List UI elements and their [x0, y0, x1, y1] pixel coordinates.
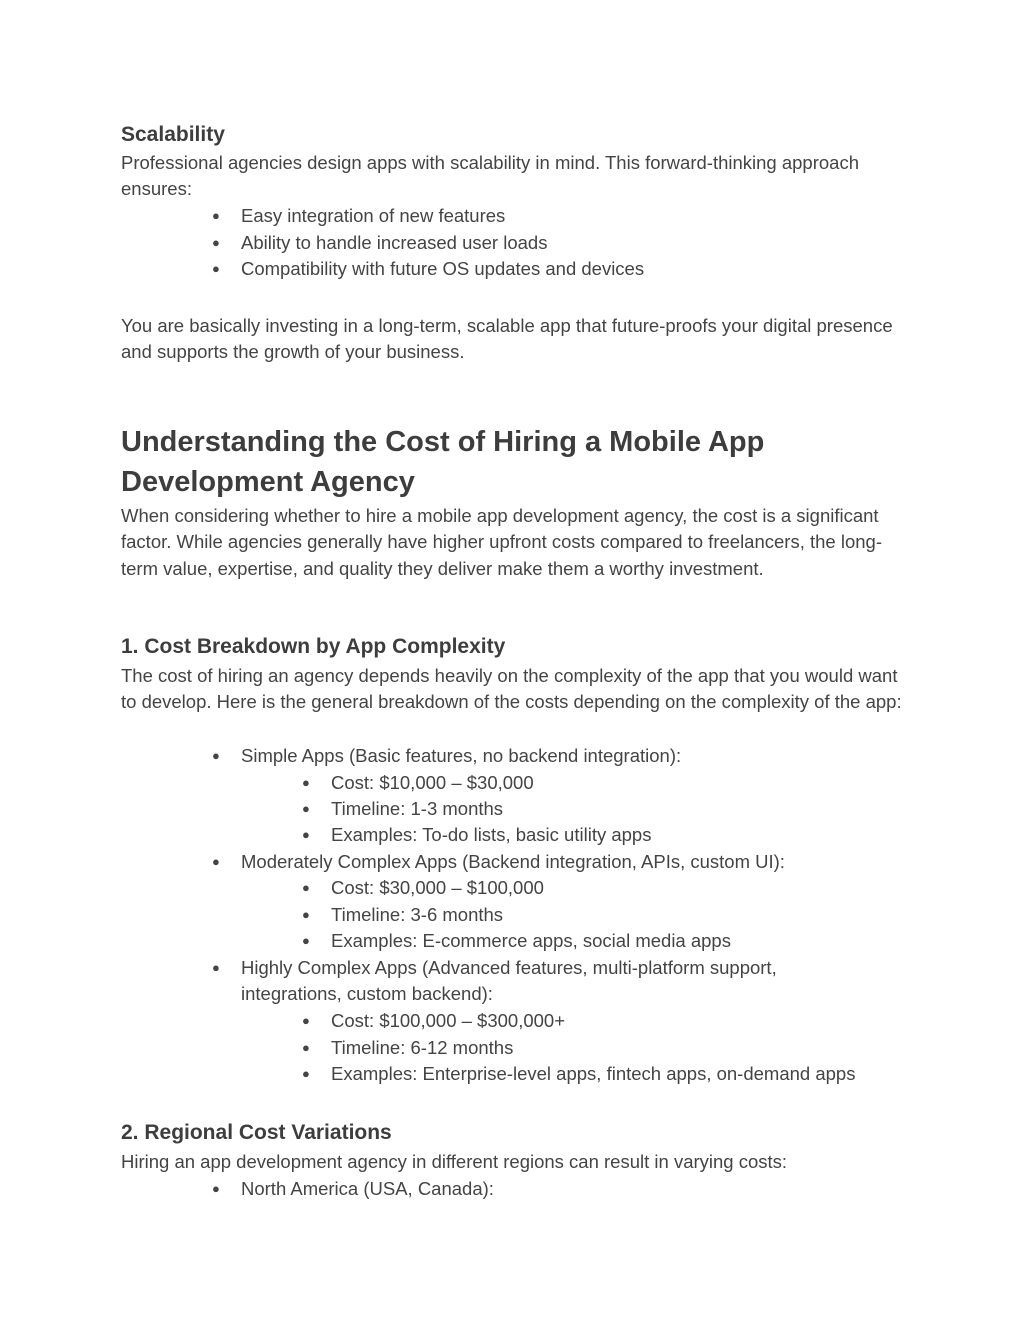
- list-item-text: Compatibility with future OS updates and devices: [241, 258, 645, 279]
- tier-timeline: Timeline: 3-6 months: [331, 904, 504, 925]
- bullet-icon: ●: [212, 854, 220, 869]
- tier-cost: Cost: $30,000 – $100,000: [331, 877, 544, 898]
- bullet-icon: ●: [302, 775, 310, 790]
- scalability-closing: You are basically investing in a long-term, scalable app that future-proofs your digital presence and supports the growth of your business.: [121, 315, 893, 363]
- bullet-icon: ●: [302, 1040, 310, 1055]
- list-item: [212, 1176, 881, 1202]
- list-item: [302, 902, 931, 928]
- tier-timeline: Timeline: 1-3 months: [331, 798, 504, 819]
- bullet-icon: ●: [302, 1066, 310, 1081]
- cost-section-heading: Understanding the Cost of Hiring a Mobile App Development Agency: [121, 426, 765, 498]
- bullet-icon: ●: [212, 208, 220, 223]
- tier-label: Moderately Complex Apps (Backend integration, APIs, custom UI):: [241, 851, 785, 872]
- bullet-icon: ●: [302, 827, 310, 842]
- list-item: [212, 230, 881, 256]
- tier-cost: Cost: $100,000 – $300,000+: [331, 1010, 566, 1031]
- bullet-icon: ●: [212, 261, 220, 276]
- regional-intro: Hiring an app development agency in different regions can result in varying costs:: [121, 1151, 788, 1172]
- list-item-text: North America (USA, Canada):: [241, 1178, 494, 1199]
- bullet-icon: ●: [302, 801, 310, 816]
- cost-section-intro: When considering whether to hire a mobile app development agency, the cost is a significant factor. While agencies generally have higher upfront costs compared to freelancers, the long-term value, expertise, and quality they deliver make them a worthy investment.: [121, 505, 882, 579]
- list-item-text: Ability to handle increased user loads: [241, 232, 548, 253]
- complexity-intro: The cost of hiring an agency depends heavily on the complexity of the app that you would want to develop. Here is the general breakdown of the costs depending on the complexity of the app:: [121, 665, 902, 713]
- bullet-icon: ●: [212, 235, 220, 250]
- list-item: [212, 849, 881, 875]
- tier-examples: Examples: E-commerce apps, social media apps: [331, 930, 731, 951]
- list-item: [302, 822, 931, 848]
- list-item: [302, 1061, 931, 1087]
- list-item: [302, 875, 931, 901]
- bullet-icon: ●: [302, 880, 310, 895]
- regional-heading: 2. Regional Cost Variations: [121, 1121, 392, 1144]
- list-item: [212, 256, 881, 282]
- scalability-intro: Professional agencies design apps with scalability in mind. This forward-thinking approach ensures:: [121, 152, 859, 200]
- list-item: [212, 203, 881, 229]
- complexity-heading: 1. Cost Breakdown by App Complexity: [121, 635, 506, 658]
- tier-timeline: Timeline: 6-12 months: [331, 1037, 514, 1058]
- bullet-icon: ●: [212, 748, 220, 763]
- tier-examples: Examples: To-do lists, basic utility apps: [331, 824, 652, 845]
- list-item: [212, 743, 881, 769]
- list-item-text: Easy integration of new features: [241, 205, 506, 226]
- list-item: [302, 770, 931, 796]
- list-item: [302, 928, 931, 954]
- bullet-icon: ●: [302, 1013, 310, 1028]
- list-item: [302, 796, 931, 822]
- tier-examples: Examples: Enterprise-level apps, fintech apps, on-demand apps: [331, 1063, 856, 1084]
- tier-label: Highly Complex Apps (Advanced features, multi-platform support, integrations, custom backend):: [241, 957, 777, 1005]
- bullet-icon: ●: [302, 907, 310, 922]
- list-item: [212, 955, 861, 1008]
- bullet-icon: ●: [302, 933, 310, 948]
- tier-cost: Cost: $10,000 – $30,000: [331, 772, 534, 793]
- bullet-icon: ●: [212, 960, 220, 975]
- tier-label: Simple Apps (Basic features, no backend integration):: [241, 745, 682, 766]
- list-item: [302, 1008, 931, 1034]
- list-item: [302, 1035, 931, 1061]
- bullet-icon: ●: [212, 1181, 220, 1196]
- scalability-heading: Scalability: [121, 123, 225, 146]
